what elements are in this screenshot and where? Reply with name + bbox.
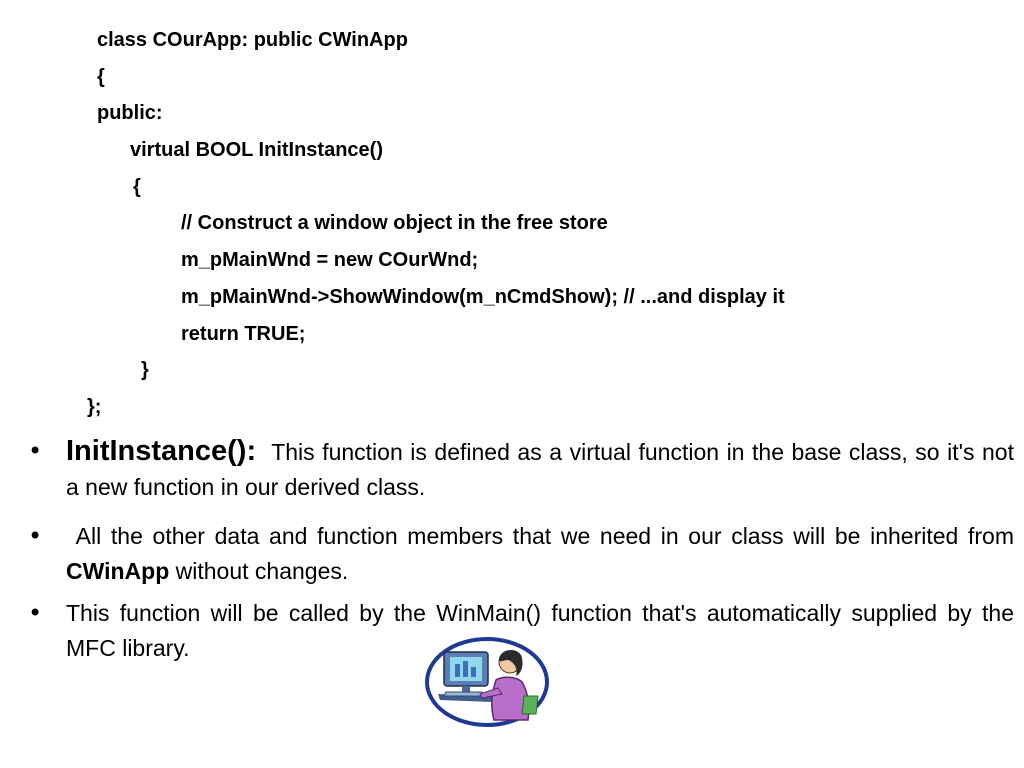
code-line-open-brace: { xyxy=(97,66,105,88)
code-line-method-close-brace: } xyxy=(141,359,149,381)
bullet-symbol: • xyxy=(28,522,43,550)
inherited-members-post: without changes. xyxy=(169,558,349,584)
initinstance-term: InitInstance(): xyxy=(66,435,257,467)
bullet-inherited-members-text xyxy=(66,519,1014,589)
code-line-show-window: m_pMainWnd->ShowWindow(m_nCmdShow); // ...and display it xyxy=(181,286,785,308)
inherited-members-pre: All the other data and function members that we need in our class will be inherited from xyxy=(75,523,1014,549)
bullet-winmain-text: This function will be called by the WinMain() function that's automatically supplied by the MFC library. xyxy=(66,600,1014,661)
code-line-public: public: xyxy=(97,102,163,124)
code-line-comment: // Construct a window object in the free store xyxy=(181,212,608,234)
code-line-class-declaration: class COurApp: public CWinApp xyxy=(97,29,408,51)
code-line-new-window: m_pMainWnd = new COurWnd; xyxy=(181,249,479,271)
initinstance-description: This function is defined as a virtual function in the base class, so it's not a new function in our derived class. xyxy=(66,439,1014,500)
bullet-initinstance-text xyxy=(66,434,1014,505)
bullet-initinstance xyxy=(28,434,1014,508)
code-line-initinstance-signature: virtual BOOL InitInstance() xyxy=(130,139,383,161)
person-at-computer-icon xyxy=(424,636,550,728)
cwinapp-term: CWinApp xyxy=(66,558,170,584)
bullet-symbol: • xyxy=(28,599,43,627)
bullet-symbol: • xyxy=(28,437,43,465)
code-line-return: return TRUE; xyxy=(181,323,306,345)
code-line-method-open-brace: { xyxy=(133,176,141,198)
bullet-inherited-members xyxy=(28,519,1014,591)
code-line-class-close: }; xyxy=(87,396,102,418)
